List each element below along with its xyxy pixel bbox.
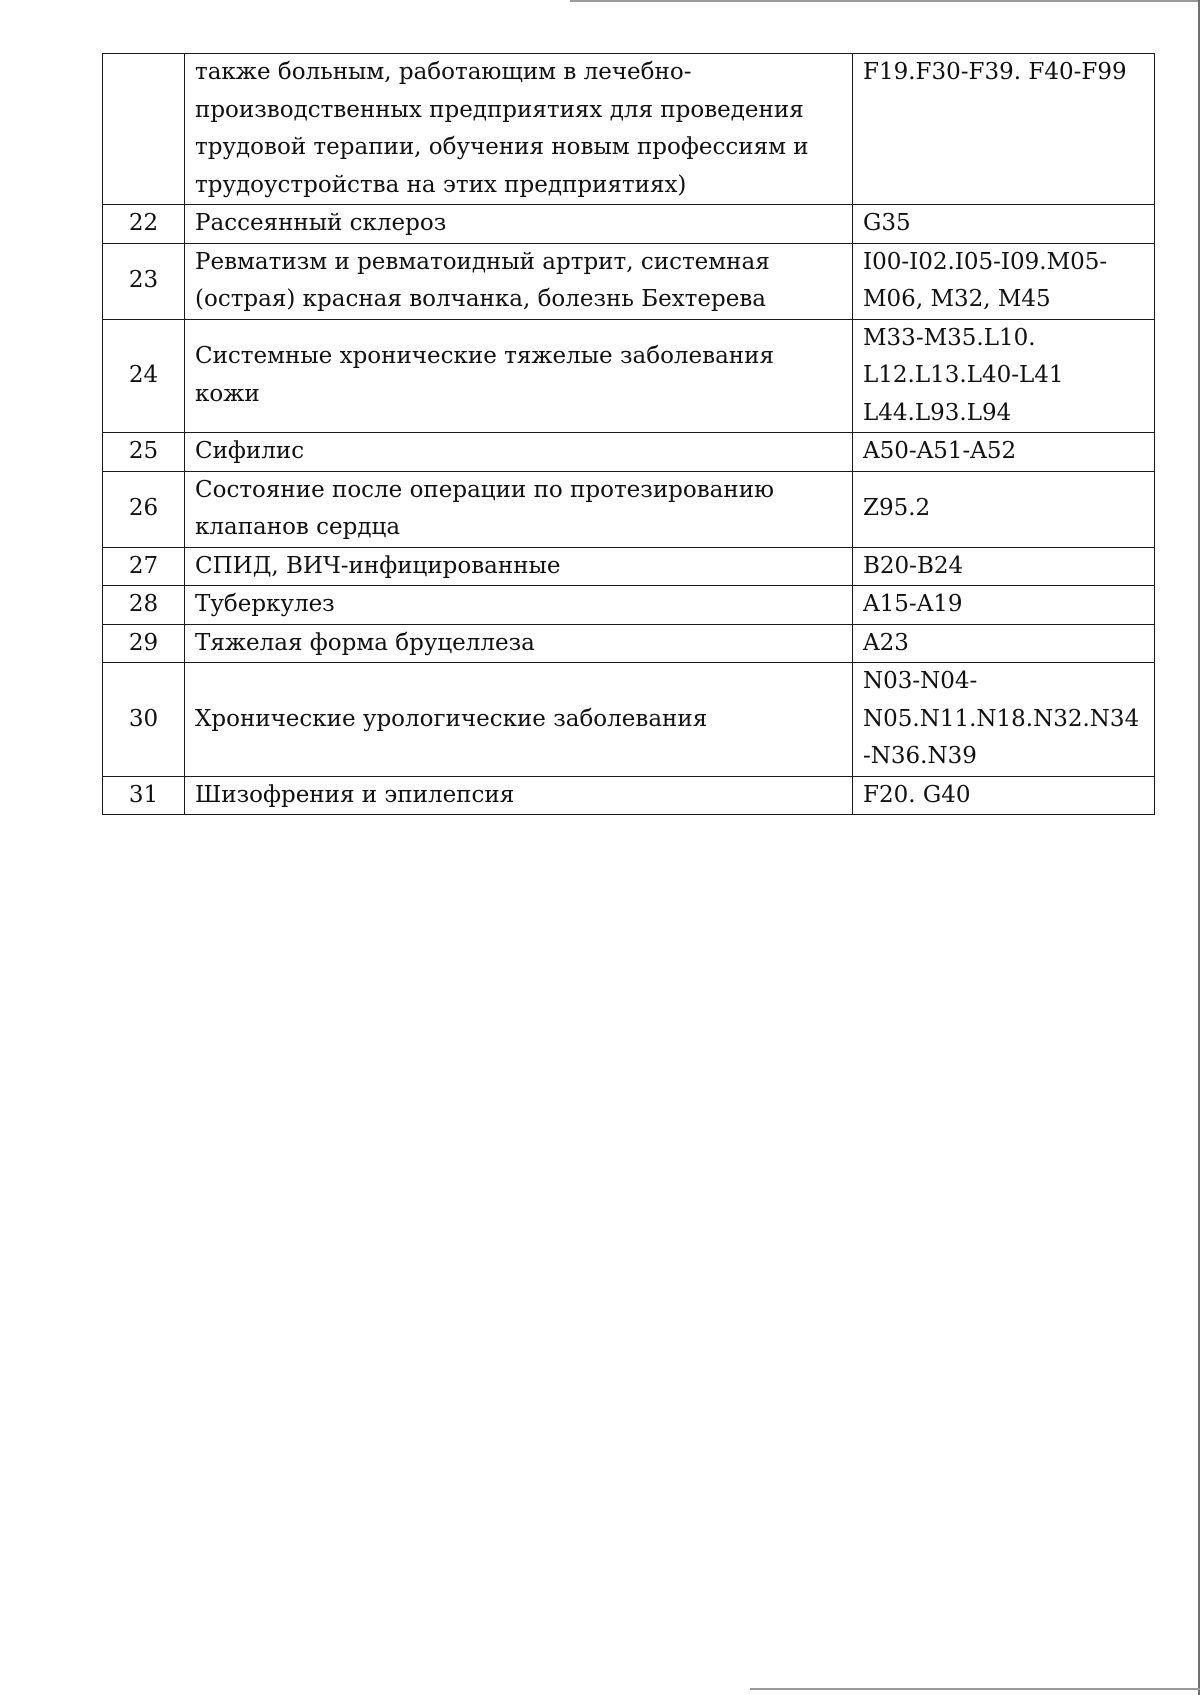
icd-code: G35 xyxy=(853,205,1155,244)
disease-name: Хронические урологические заболевания xyxy=(185,663,853,777)
row-number: 30 xyxy=(103,663,185,777)
disease-name: СПИД, ВИЧ-инфицированные xyxy=(185,547,853,586)
icd-code: A23 xyxy=(853,624,1155,663)
disease-name: Системные хронические тяжелые заболевания кожи xyxy=(185,319,853,433)
scan-edge-top xyxy=(570,0,1200,2)
row-number: 22 xyxy=(103,205,185,244)
icd-code: A50-A51-A52 xyxy=(853,433,1155,472)
row-number: 29 xyxy=(103,624,185,663)
icd-code: B20-B24 xyxy=(853,547,1155,586)
row-number: 23 xyxy=(103,243,185,319)
table-row xyxy=(103,319,1155,433)
row-number: 31 xyxy=(103,776,185,815)
row-number: 24 xyxy=(103,319,185,433)
row-number: 27 xyxy=(103,547,185,586)
icd-code: Z95.2 xyxy=(853,471,1155,547)
icd-code: N03-N04-N05.N11.N18.N32.N34-N36.N39 xyxy=(853,663,1155,777)
icd-code: F20. G40 xyxy=(853,776,1155,815)
table-row xyxy=(103,586,1155,625)
table-row xyxy=(103,205,1155,244)
table-row xyxy=(103,243,1155,319)
disease-name: Ревматизм и ревматоидный артрит, системная (острая) красная волчанка, болезнь Бехтерева xyxy=(185,243,853,319)
disease-name: также больным, работающим в лечебно-производственных предприятиях для проведения трудовой терапии, обучения новым профессиям и трудоустройства на этих предприятиях) xyxy=(185,54,853,205)
row-number: 26 xyxy=(103,471,185,547)
table-row xyxy=(103,433,1155,472)
disease-name: Сифилис xyxy=(185,433,853,472)
icd-code: I00-I02.I05-I09.M05-M06, M32, M45 xyxy=(853,243,1155,319)
table-row xyxy=(103,54,1155,205)
disease-name: Рассеянный склероз xyxy=(185,205,853,244)
row-number xyxy=(103,54,185,205)
icd-code: F19.F30-F39. F40-F99 xyxy=(853,54,1155,205)
row-number: 28 xyxy=(103,586,185,625)
disease-name: Туберкулез xyxy=(185,586,853,625)
disease-code-table xyxy=(102,53,1155,815)
table-row xyxy=(103,663,1155,777)
table-row xyxy=(103,624,1155,663)
disease-name: Тяжелая форма бруцеллеза xyxy=(185,624,853,663)
disease-name: Шизофрения и эпилепсия xyxy=(185,776,853,815)
table-row xyxy=(103,776,1155,815)
scan-edge-bottom xyxy=(750,1688,1200,1690)
disease-name: Состояние после операции по протезированию клапанов сердца xyxy=(185,471,853,547)
table-row xyxy=(103,471,1155,547)
row-number: 25 xyxy=(103,433,185,472)
icd-code: M33-M35.L10. L12.L13.L40-L41 L44.L93.L94 xyxy=(853,319,1155,433)
icd-code: A15-A19 xyxy=(853,586,1155,625)
table-row xyxy=(103,547,1155,586)
